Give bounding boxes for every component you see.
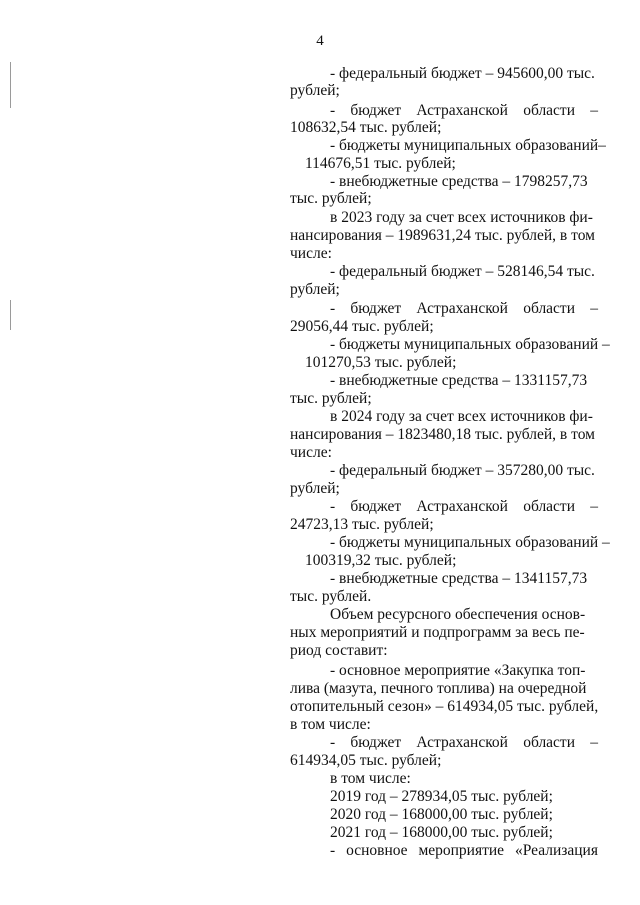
text-line [330,734,598,752]
text-line: тыс. рублей; [290,190,372,207]
word: Астраханской [416,300,508,317]
text-line: 24723,13 тыс. рублей; [290,516,434,533]
text-line: 100319,32 тыс. рублей; [305,552,457,569]
text-line: - федеральный бюджет – 528146,54 тыс. [330,263,595,280]
text-line: числе: [290,245,332,262]
text-line: 29056,44 тыс. рублей; [290,318,434,335]
word: – [590,734,598,751]
word: бюджет [350,102,402,119]
text-line: числе: [290,444,332,461]
word: - [330,842,336,859]
text-line: 114676,51 тыс. рублей; [305,155,456,172]
text-line: - бюджеты муниципальных образований – [330,336,610,353]
text-line: 101270,53 тыс. рублей; [305,354,457,371]
scan-edge-mark [10,62,11,108]
word: бюджет [350,498,402,515]
word: области [523,102,576,119]
word: – [590,102,598,119]
word: - [330,734,336,751]
word: области [523,300,576,317]
text-line: 2019 год – 278934,05 тыс. рублей; [330,788,553,805]
text-line: в 2023 году за счет всех источников фи- [330,209,593,226]
word: - [330,498,336,515]
text-line: - внебюджетные средства – 1798257,73 [330,173,588,190]
word: – [590,498,598,515]
text-line: нансирования – 1989631,24 тыс. рублей, в том [290,227,595,244]
text-line: - основное мероприятие «Закупка топ- [330,662,586,679]
text-line: 108632,54 тыс. рублей; [290,119,442,136]
text-line: 2020 год – 168000,00 тыс. рублей; [330,806,553,823]
text-line: - федеральный бюджет – 357280,00 тыс. [330,462,595,479]
text-line: в том числе: [290,716,371,733]
text-line: 614934,05 тыс. рублей; [290,752,442,769]
word: – [590,300,598,317]
word: бюджет [350,734,402,751]
word: области [523,498,576,515]
text-line: рублей; [290,480,340,497]
word: основное [346,842,408,859]
text-line: - внебюджетные средства – 1331157,73 [330,372,588,389]
text-line: рублей; [290,82,340,99]
text-line: тыс. рублей; [290,390,372,407]
text-line: - внебюджетные средства – 1341157,73 [330,570,588,587]
text-line: - федеральный бюджет – 945600,00 тыс. [330,65,595,82]
word: бюджет [350,300,402,317]
text-line [330,498,598,516]
text-line: - бюджеты муниципальных образований– [330,137,606,154]
text-line [330,300,598,318]
word: области [523,734,576,751]
word: - [330,300,336,317]
text-line: нансирования – 1823480,18 тыс. рублей, в том [290,426,595,443]
page-number: 4 [316,33,324,49]
text-line: рублей; [290,281,340,298]
word: Астраханской [416,102,508,119]
text-line: Объем ресурсного обеспечения основ- [330,606,586,623]
word: Астраханской [416,734,508,751]
word: Астраханской [416,498,508,515]
word: «Реализация [514,842,598,859]
text-line: лива (мазута, печного топлива) на очередной [290,680,587,697]
word: - [330,102,336,119]
text-line: в 2024 году за счет всех источников фи- [330,408,593,425]
text-line: ных мероприятий и подпрограмм за весь пе- [290,624,585,641]
text-line: - бюджеты муниципальных образований – [330,534,610,551]
text-line: тыс. рублей. [290,588,372,605]
scan-edge-mark [10,300,11,330]
text-line: отопительный сезон» – 614934,05 тыс. рублей, [290,698,599,715]
word: мероприятие [418,842,505,859]
text-line: 2021 год – 168000,00 тыс. рублей; [330,824,553,841]
text-line: в том числе: [330,770,411,787]
text-line: риод составит: [290,642,388,659]
text-line [330,842,598,860]
text-line [330,102,598,120]
